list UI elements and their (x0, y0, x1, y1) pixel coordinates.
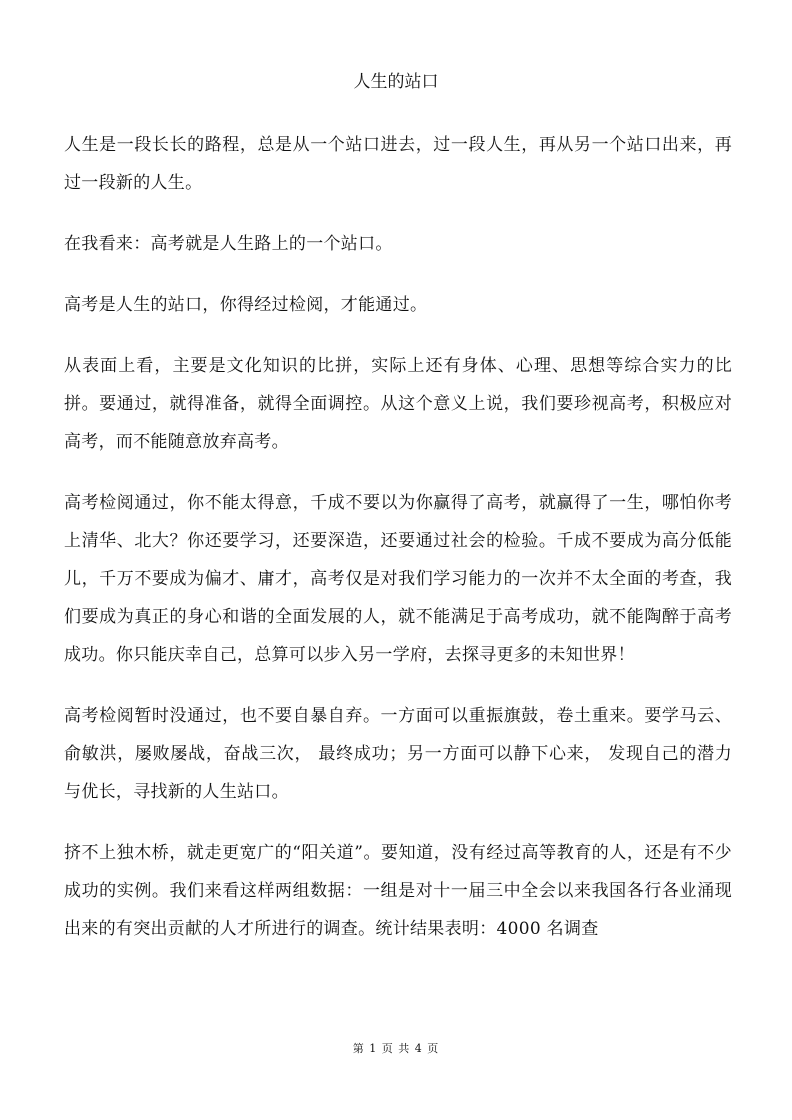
paragraph: 挤不上独木桥，就走更宽广的“阳关道”。要知道，没有经过高等教育的人，还是有不少成功的实例。我们来看这样两组数据：一组是对十一届三中全会以来我国各行各业涌现出来的有突出贡献的人才所进行的调查。统计结果表明：4000 名调查 (64, 843, 732, 939)
paragraph: 人生是一段长长的路程，总是从一个站口进去，过一段人生，再从另一个站口出来，再过一段新的人生。 (64, 135, 732, 193)
paragraph: 在我看来：高考就是人生路上的一个站口。 (64, 234, 393, 254)
paragraph: 高考检阅暂时没通过，也不要自暴自弃。一方面可以重振旗鼓，卷土重来。要学马云、俞敏洪，屡败屡战，奋战三次， 最终成功；另一方面可以静下心来， 发现自己的潜力与优长，寻找新的人生站口。 (64, 706, 732, 802)
document-body (64, 126, 732, 971)
paragraph: 从表面上看，主要是文化知识的比拼，实际上还有身体、心理、思想等综合实力的比拼。要通过，就得准备，就得全面调控。从这个意义上说，我们要珍视高考，积极应对高考，而不能随意放弃高考。 (64, 356, 732, 452)
paragraph: 高考是人生的站口，你得经过检阅，才能通过。 (64, 295, 428, 315)
page-footer: 第 1 页 共 4 页 (352, 1042, 440, 1055)
paragraph: 高考检阅通过，你不能太得意，千成不要以为你赢得了高考，就赢得了一生，哪怕你考上清华、北大？你还要学习，还要深造，还要通过社会的检验。千成不要成为高分低能儿，千万不要成为偏才、庸才，高考仅是对我们学习能力的一次并不太全面的考查，我们要成为真正的身心和谐的全面发展的人，就不能满足于高考成功，就不能陶醉于高考成功。你只能庆幸自己，总算可以步入另一学府，去探寻更多的未知世界！ (64, 493, 732, 665)
document-title: 人生的站口 (353, 72, 439, 92)
